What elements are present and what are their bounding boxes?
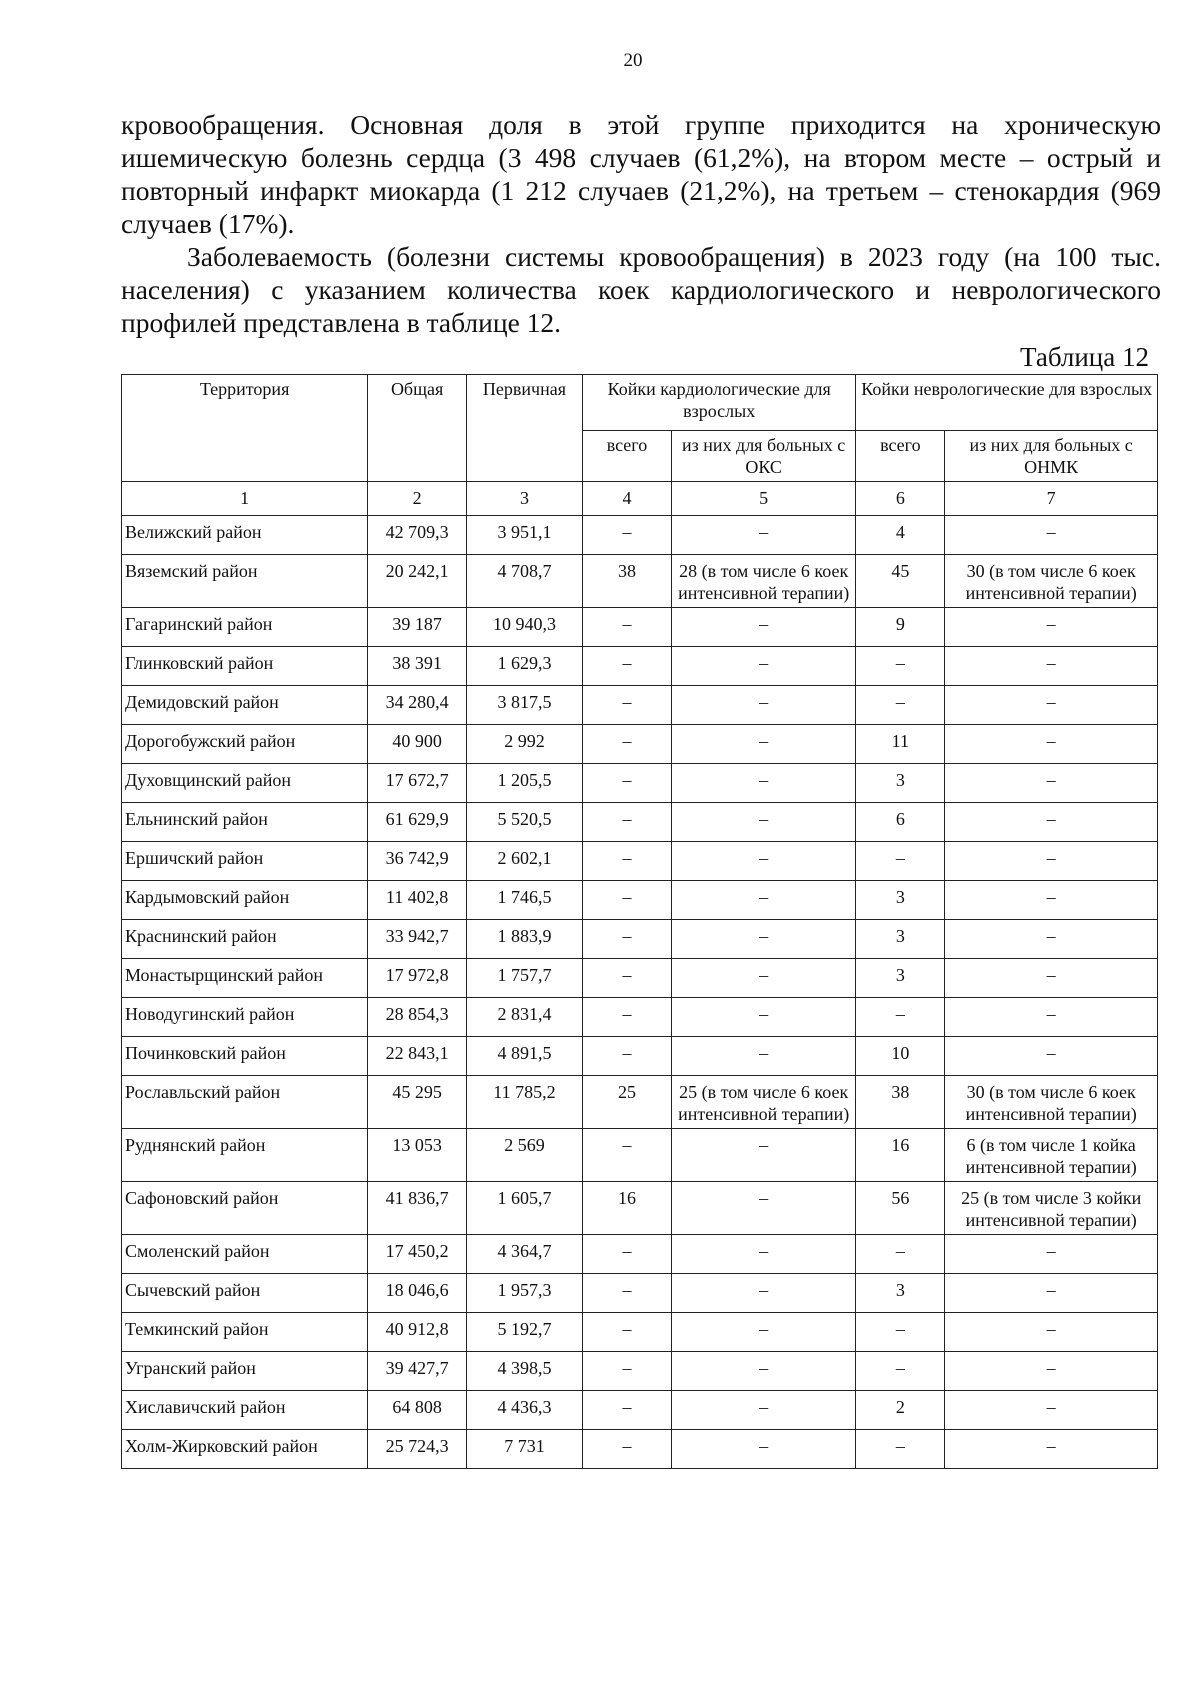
neuro-all-cell: 3 [856,764,945,803]
column-number: 5 [671,482,855,516]
cardio-all-cell: – [583,1129,672,1182]
cardio-oks-cell: – [671,1430,855,1469]
territory-cell: Велижский район [122,516,368,555]
cardio-oks-cell: – [671,1313,855,1352]
neuro-onmk-cell: – [945,803,1158,842]
table-row [122,608,1158,647]
table-row [122,920,1158,959]
header-territory: Территория [122,375,368,482]
territory-cell: Глинковский район [122,647,368,686]
table-row [122,647,1158,686]
cardio-oks-cell: – [671,1274,855,1313]
territory-cell: Холм-Жирковский район [122,1430,368,1469]
primary-cell: 10 940,3 [466,608,582,647]
table-row [122,1274,1158,1313]
cardio-all-cell: – [583,1037,672,1076]
neuro-all-cell: 6 [856,803,945,842]
primary-cell: 1 746,5 [466,881,582,920]
territory-cell: Ершичский район [122,842,368,881]
territory-cell: Темкинский район [122,1313,368,1352]
neuro-onmk-cell: – [945,516,1158,555]
primary-cell: 2 831,4 [466,998,582,1037]
total-cell: 42 709,3 [368,516,467,555]
neuro-onmk-cell: – [945,842,1158,881]
neuro-onmk-cell: – [945,920,1158,959]
cardio-oks-cell: – [671,647,855,686]
table-row [122,1313,1158,1352]
primary-cell: 3 817,5 [466,686,582,725]
total-cell: 17 972,8 [368,959,467,998]
territory-cell: Вяземский район [122,555,368,608]
neuro-all-cell: 11 [856,725,945,764]
territory-cell: Руднянский район [122,1129,368,1182]
morbidity-beds-table [121,374,1158,1469]
total-cell: 17 672,7 [368,764,467,803]
total-cell: 13 053 [368,1129,467,1182]
territory-cell: Монастырщинский район [122,959,368,998]
primary-cell: 4 398,5 [466,1352,582,1391]
primary-cell: 4 436,3 [466,1391,582,1430]
primary-cell: 1 205,5 [466,764,582,803]
cardio-all-cell: – [583,959,672,998]
neuro-all-cell: – [856,647,945,686]
paragraph-continuation: кровообращения. Основная доля в этой группе приходится на хроническую ишемическую болезнь сердца (3 498 случаев (61,2%), на втором месте – острый и повторный инфаркт миокарда (1 212 случаев (21,2%), на третьем – стенокардия (969 случаев (17%). [121,109,1161,239]
total-cell: 45 295 [368,1076,467,1129]
territory-cell: Угранский район [122,1352,368,1391]
territory-cell: Духовщинский район [122,764,368,803]
cardio-oks-cell: – [671,516,855,555]
neuro-all-cell: 56 [856,1182,945,1235]
primary-cell: 11 785,2 [466,1076,582,1129]
paragraph-table-intro: Заболеваемость (болезни системы кровообращения) в 2023 году (на 100 тыс. населения) с указанием количества коек кардиологического и неврологического профилей представлена в таблице 12. [121,241,1161,338]
column-number: 2 [368,482,467,516]
cardio-oks-cell: – [671,959,855,998]
total-cell: 38 391 [368,647,467,686]
header-total: Общая [368,375,467,482]
table-row [122,725,1158,764]
cardio-oks-cell: – [671,725,855,764]
neuro-onmk-cell: 30 (в том числе 6 коек интенсивной терапии) [945,1076,1158,1129]
neuro-onmk-cell: – [945,1235,1158,1274]
cardio-oks-cell: – [671,881,855,920]
total-cell: 34 280,4 [368,686,467,725]
total-cell: 17 450,2 [368,1235,467,1274]
table-row [122,516,1158,555]
neuro-all-cell: 3 [856,959,945,998]
table-row [122,803,1158,842]
table-row [122,881,1158,920]
neuro-all-cell: 2 [856,1391,945,1430]
neuro-onmk-cell: – [945,1352,1158,1391]
neuro-all-cell: 16 [856,1129,945,1182]
column-number: 6 [856,482,945,516]
neuro-all-cell: 3 [856,920,945,959]
cardio-oks-cell: – [671,1352,855,1391]
territory-cell: Кардымовский район [122,881,368,920]
cardio-all-cell: – [583,1430,672,1469]
cardio-oks-cell: – [671,1037,855,1076]
cardio-all-cell: – [583,1274,672,1313]
table-row [122,959,1158,998]
neuro-onmk-cell: – [945,998,1158,1037]
header-cardio-all: всего [583,431,672,482]
cardio-all-cell: – [583,516,672,555]
table-row [122,764,1158,803]
territory-cell: Краснинский район [122,920,368,959]
table-row [122,686,1158,725]
cardio-all-cell: – [583,920,672,959]
territory-cell: Дорогобужский район [122,725,368,764]
neuro-onmk-cell: – [945,1037,1158,1076]
territory-cell: Ельнинский район [122,803,368,842]
body-text [121,108,1161,339]
cardio-all-cell: – [583,1352,672,1391]
table-row [122,1076,1158,1129]
neuro-onmk-cell: – [945,881,1158,920]
cardio-all-cell: – [583,1391,672,1430]
cardio-oks-cell: – [671,1129,855,1182]
column-number: 4 [583,482,672,516]
column-number: 1 [122,482,368,516]
cardio-oks-cell: – [671,764,855,803]
neuro-all-cell: 3 [856,1274,945,1313]
table-row [122,1430,1158,1469]
total-cell: 20 242,1 [368,555,467,608]
header-neuro-all: всего [856,431,945,482]
territory-cell: Смоленский район [122,1235,368,1274]
neuro-onmk-cell: 30 (в том числе 6 коек интенсивной терапии) [945,555,1158,608]
cardio-oks-cell: – [671,608,855,647]
total-cell: 18 046,6 [368,1274,467,1313]
primary-cell: 7 731 [466,1430,582,1469]
column-number: 7 [945,482,1158,516]
neuro-onmk-cell: – [945,1313,1158,1352]
primary-cell: 1 757,7 [466,959,582,998]
table-row [122,1235,1158,1274]
total-cell: 41 836,7 [368,1182,467,1235]
neuro-all-cell: – [856,998,945,1037]
cardio-oks-cell: – [671,920,855,959]
primary-cell: 3 951,1 [466,516,582,555]
neuro-onmk-cell: – [945,1274,1158,1313]
total-cell: 36 742,9 [368,842,467,881]
neuro-all-cell: – [856,1235,945,1274]
neuro-onmk-cell: – [945,686,1158,725]
cardio-oks-cell: – [671,1391,855,1430]
column-number: 3 [466,482,582,516]
primary-cell: 4 708,7 [466,555,582,608]
neuro-onmk-cell: – [945,1391,1158,1430]
total-cell: 33 942,7 [368,920,467,959]
column-number-row [122,482,1158,516]
neuro-all-cell: 45 [856,555,945,608]
header-neuro-onmk: из них для больных с ОНМК [945,431,1158,482]
territory-cell: Хиславичский район [122,1391,368,1430]
cardio-all-cell: 25 [583,1076,672,1129]
table-row [122,1391,1158,1430]
total-cell: 39 427,7 [368,1352,467,1391]
neuro-all-cell: 3 [856,881,945,920]
primary-cell: 4 891,5 [466,1037,582,1076]
primary-cell: 1 629,3 [466,647,582,686]
total-cell: 22 843,1 [368,1037,467,1076]
territory-cell: Рославльский район [122,1076,368,1129]
cardio-all-cell: – [583,725,672,764]
neuro-all-cell: 10 [856,1037,945,1076]
cardio-oks-cell: 25 (в том числе 6 коек интенсивной терапии) [671,1076,855,1129]
header-primary: Первичная [466,375,582,482]
territory-cell: Новодугинский район [122,998,368,1037]
neuro-onmk-cell: – [945,725,1158,764]
cardio-all-cell: – [583,881,672,920]
total-cell: 61 629,9 [368,803,467,842]
neuro-onmk-cell: – [945,608,1158,647]
territory-cell: Гагаринский район [122,608,368,647]
total-cell: 28 854,3 [368,998,467,1037]
cardio-all-cell: – [583,1235,672,1274]
primary-cell: 1 883,9 [466,920,582,959]
neuro-onmk-cell: 6 (в том числе 1 койка интенсивной терапии) [945,1129,1158,1182]
neuro-onmk-cell: – [945,764,1158,803]
table-body [122,516,1158,1469]
table-row [122,998,1158,1037]
table-row [122,1352,1158,1391]
neuro-all-cell: – [856,1430,945,1469]
header-cardio-oks: из них для больных с ОКС [671,431,855,482]
neuro-onmk-cell: – [945,1430,1158,1469]
total-cell: 11 402,8 [368,881,467,920]
total-cell: 40 900 [368,725,467,764]
primary-cell: 1 605,7 [466,1182,582,1235]
neuro-onmk-cell: 25 (в том числе 3 койки интенсивной терапии) [945,1182,1158,1235]
territory-cell: Демидовский район [122,686,368,725]
cardio-all-cell: – [583,608,672,647]
primary-cell: 1 957,3 [466,1274,582,1313]
table-caption: Таблица 12 [1020,342,1149,372]
header-neuro-beds: Койки неврологические для взрослых [856,375,1158,431]
table-row [122,555,1158,608]
primary-cell: 2 569 [466,1129,582,1182]
primary-cell: 2 992 [466,725,582,764]
table-row [122,1182,1158,1235]
cardio-all-cell: – [583,998,672,1037]
neuro-all-cell: 38 [856,1076,945,1129]
cardio-oks-cell: – [671,842,855,881]
primary-cell: 5 520,5 [466,803,582,842]
primary-cell: 5 192,7 [466,1313,582,1352]
cardio-all-cell: – [583,647,672,686]
territory-cell: Сафоновский район [122,1182,368,1235]
primary-cell: 4 364,7 [466,1235,582,1274]
cardio-all-cell: – [583,764,672,803]
cardio-oks-cell: – [671,1235,855,1274]
total-cell: 39 187 [368,608,467,647]
table-row [122,842,1158,881]
cardio-oks-cell: – [671,998,855,1037]
territory-cell: Сычевский район [122,1274,368,1313]
total-cell: 40 912,8 [368,1313,467,1352]
cardio-oks-cell: 28 (в том числе 6 коек интенсивной терапии) [671,555,855,608]
cardio-oks-cell: – [671,803,855,842]
neuro-all-cell: – [856,686,945,725]
total-cell: 25 724,3 [368,1430,467,1469]
cardio-all-cell: – [583,686,672,725]
total-cell: 64 808 [368,1391,467,1430]
cardio-all-cell: – [583,842,672,881]
territory-cell: Починковский район [122,1037,368,1076]
neuro-onmk-cell: – [945,647,1158,686]
header-cardio-beds: Койки кардиологические для взрослых [583,375,856,431]
cardio-all-cell: 16 [583,1182,672,1235]
cardio-all-cell: – [583,803,672,842]
cardio-all-cell: – [583,1313,672,1352]
neuro-all-cell: – [856,1313,945,1352]
page-number: 20 [623,50,643,71]
neuro-all-cell: 9 [856,608,945,647]
neuro-onmk-cell: – [945,959,1158,998]
cardio-all-cell: 38 [583,555,672,608]
table-row [122,1037,1158,1076]
neuro-all-cell: 4 [856,516,945,555]
cardio-oks-cell: – [671,1182,855,1235]
table-row [122,1129,1158,1182]
neuro-all-cell: – [856,842,945,881]
primary-cell: 2 602,1 [466,842,582,881]
cardio-oks-cell: – [671,686,855,725]
neuro-all-cell: – [856,1352,945,1391]
